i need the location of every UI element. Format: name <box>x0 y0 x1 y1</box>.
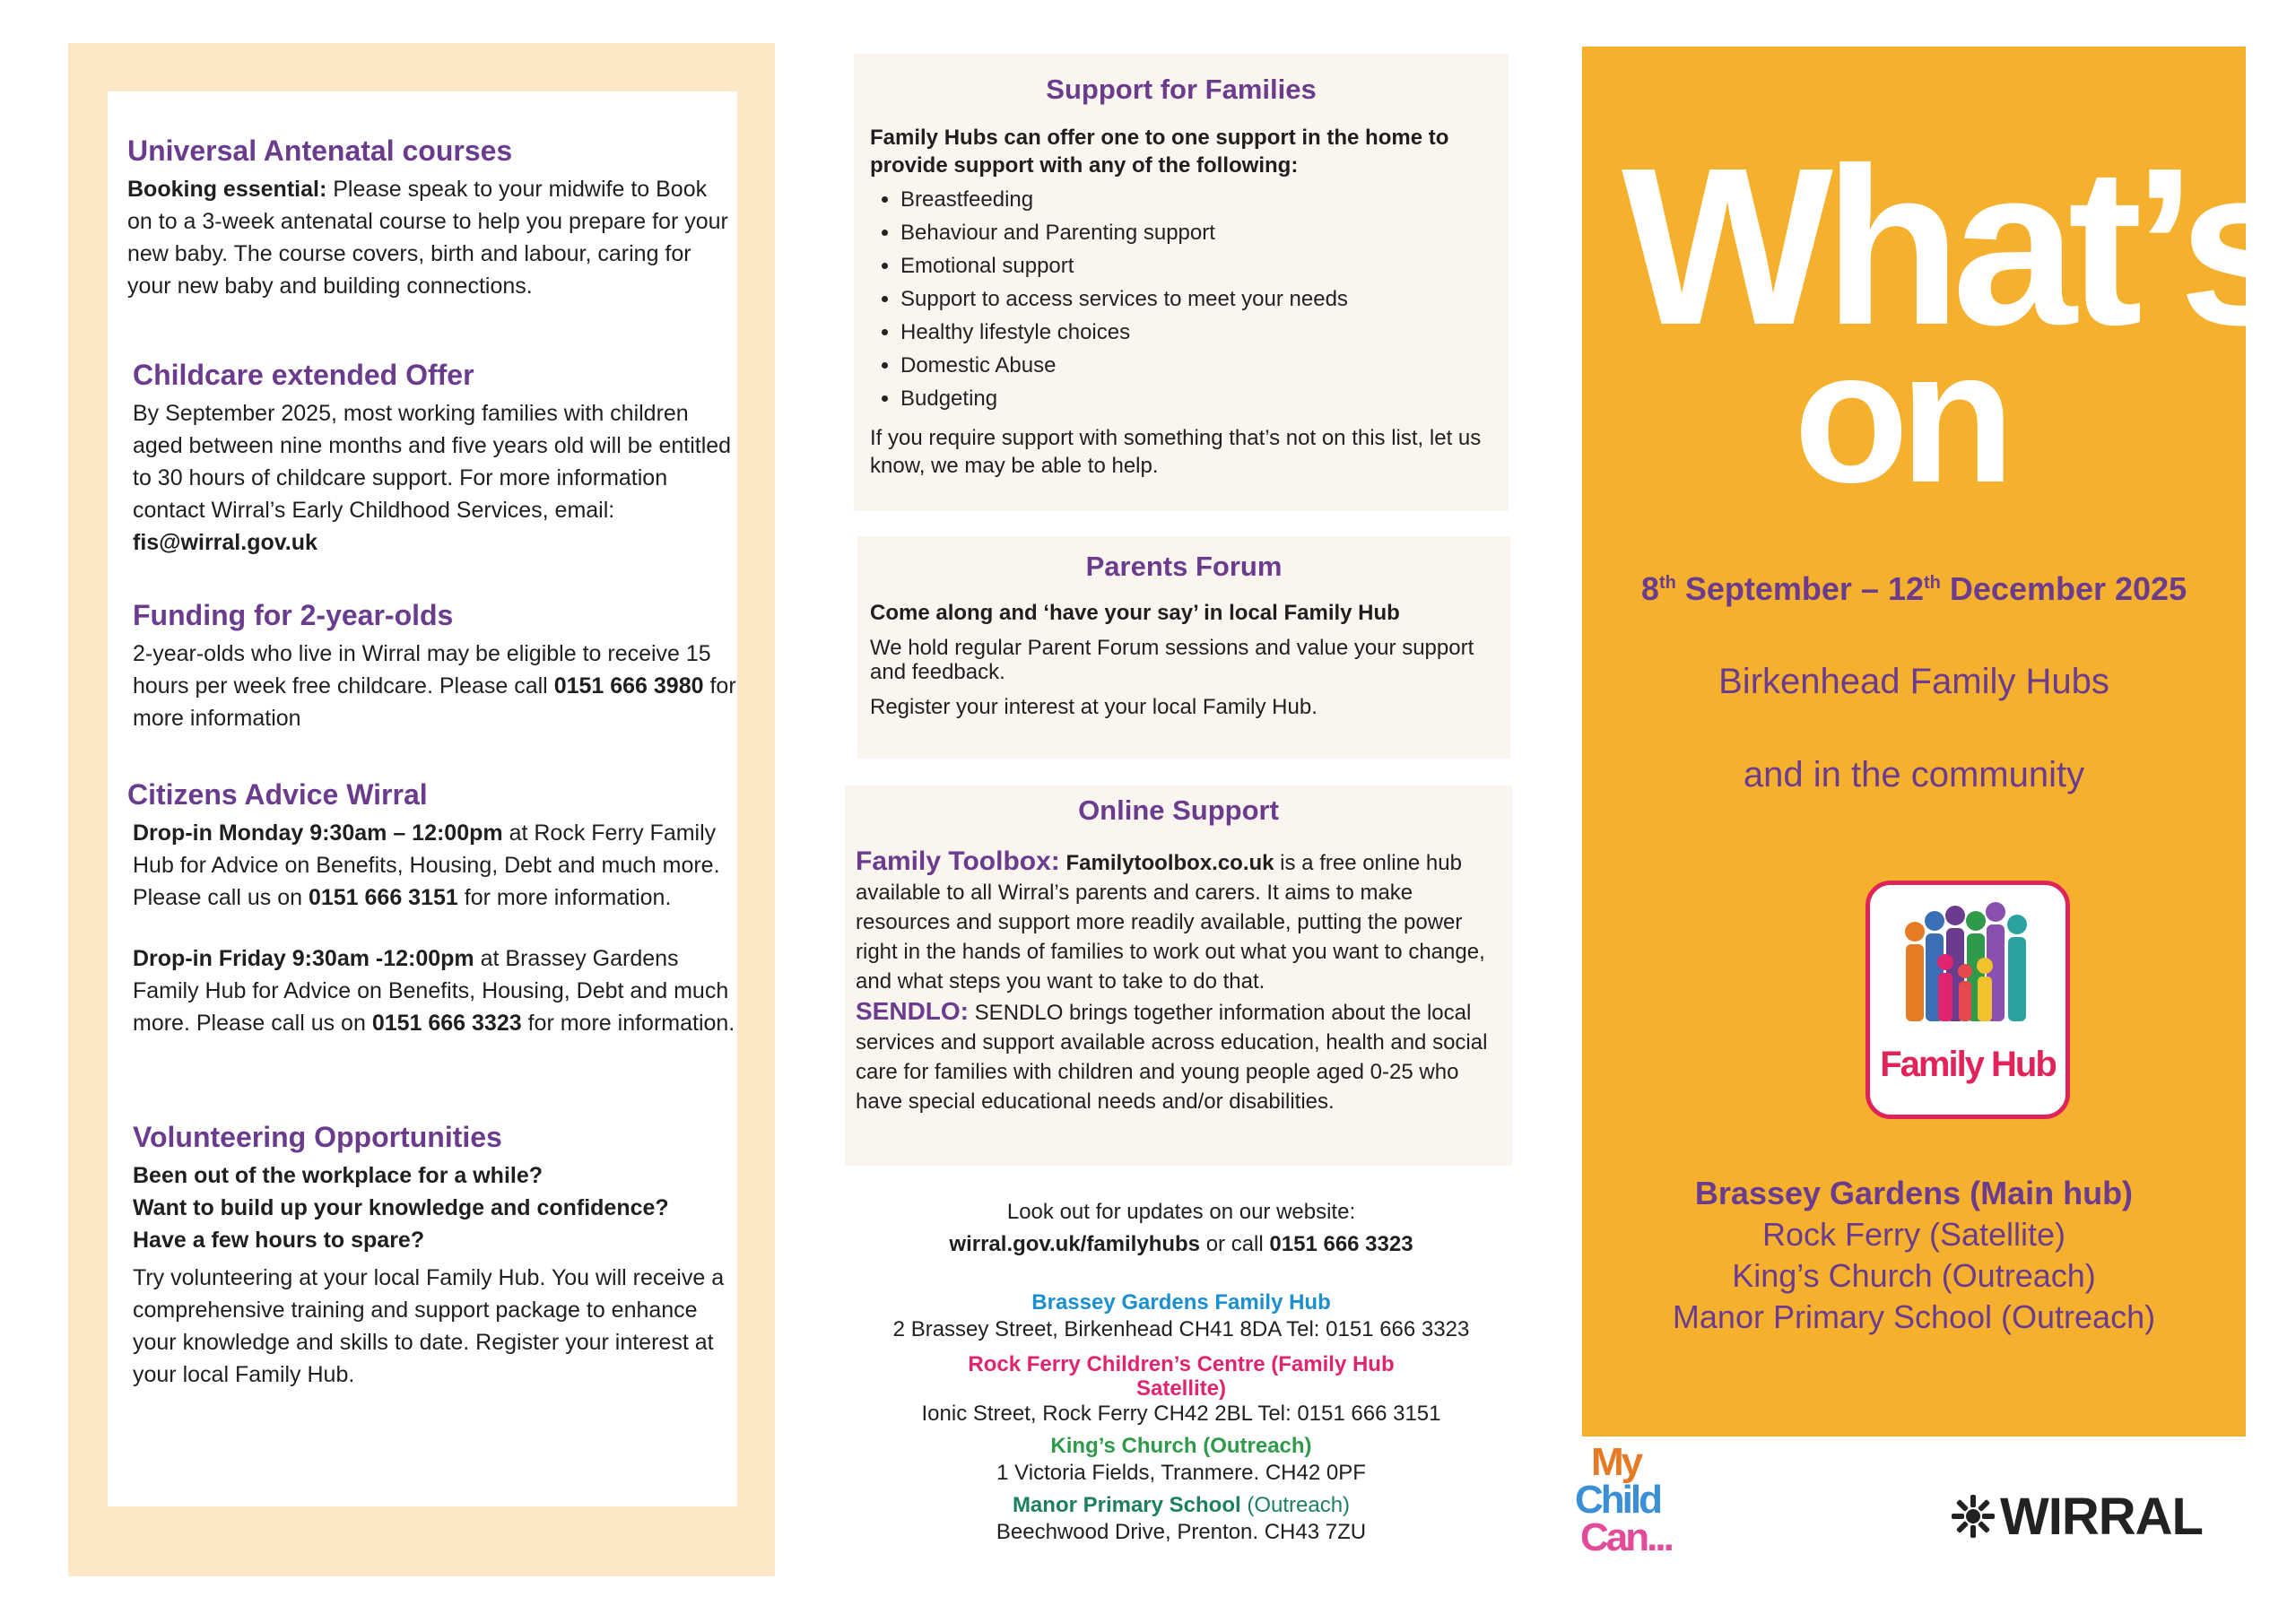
antenatal-title: Universal Antenatal courses <box>127 135 513 167</box>
cover-title-line1: What’s <box>1622 121 2295 371</box>
date-start-sup: th <box>1658 573 1676 593</box>
funding-body: 2-year-olds who live in Wirral may be eligible to receive 15 hours per week free childcare. Please call <box>133 641 711 699</box>
toolbox-label: Family Toolbox: <box>856 846 1060 876</box>
citizens-section <box>127 778 737 1039</box>
logo-word-my: My <box>1591 1440 1641 1484</box>
list-item: • Domestic Abuse <box>900 349 1492 382</box>
friday-tail: for more information. <box>527 1011 735 1036</box>
hub-entry <box>854 1289 1509 1343</box>
volunteer-title: Volunteering Opportunities <box>133 1121 502 1153</box>
hub-name: King’s Church (Outreach) <box>1050 1434 1312 1458</box>
funding-title: Funding for 2-year-olds <box>133 599 454 631</box>
cover-line2: and in the community <box>1743 755 2085 794</box>
sendlo-label: SENDLO: <box>856 997 969 1025</box>
wirral-emblem-icon <box>1950 1493 1996 1540</box>
logo-text-label: Family Hub <box>1880 1045 2056 1084</box>
my-child-can-logo <box>1575 1440 1683 1559</box>
childcare-section <box>133 359 743 559</box>
monday-tail: for more information. <box>464 885 672 910</box>
sendlo-body: SENDLO brings together information about the local services and support available across education, health and social care for families with children and young people aged 0-25 who have special educational needs and/or disabilities. <box>856 1001 1488 1114</box>
list-item: • Behaviour and Parenting support <box>900 216 1492 249</box>
hub-name: Rock Ferry Children’s Centre (Family Hub Satellite) <box>968 1352 1395 1401</box>
hub-address: 1 Victoria Fields, Tranmere. CH42 0PF <box>996 1461 1366 1485</box>
website-phone[interactable]: 0151 666 3323 <box>1269 1232 1413 1256</box>
cover-dates <box>1582 570 2246 608</box>
website-block <box>854 1196 1509 1261</box>
antenatal-section <box>127 135 737 302</box>
funding-tail: for more information <box>133 673 736 731</box>
hub-name-suffix: (Outreach) <box>1247 1493 1351 1517</box>
hub-entry <box>854 1492 1509 1546</box>
wirral-logo <box>1950 1485 2203 1548</box>
logo-text <box>1870 1045 2066 1085</box>
list-item: • Breastfeeding <box>900 183 1492 216</box>
date-start-day: 8 <box>1640 570 1659 607</box>
list-item: • Support to access services to meet your needs <box>900 282 1492 316</box>
antenatal-body: Please speak to your midwife to Book on to a 3-week antenatal course to help you prepare for your new baby. The course covers, birth and labour, caring for your new baby and building connections. <box>127 177 728 299</box>
toolbox-text <box>856 846 1501 996</box>
website-url[interactable]: wirral.gov.uk/familyhubs <box>949 1232 1201 1256</box>
hub-address: Ionic Street, Rock Ferry CH42 2BL Tel: 0151 666 3151 <box>921 1402 1441 1426</box>
list-item: • Emotional support <box>900 249 1492 282</box>
sendlo-text <box>856 996 1501 1116</box>
funding-phone[interactable]: 0151 666 3980 <box>553 673 704 699</box>
hub-entry <box>854 1352 1509 1428</box>
online-title: Online Support <box>1078 794 1279 826</box>
location-item: Rock Ferry (Satellite) <box>1761 1216 2066 1253</box>
childcare-text <box>133 397 743 559</box>
hub-name-line <box>854 1492 1509 1519</box>
support-title: Support for Families <box>1046 74 1317 105</box>
antenatal-lead: Booking essential: <box>127 177 327 202</box>
cover-line1: Birkenhead Family Hubs <box>1718 662 2109 701</box>
logo-word-can: Can... <box>1580 1515 1672 1559</box>
monday-text: at Rock Ferry Family Hub for Advice on Benefits, Housing, Debt and much more. Please call us on <box>133 820 720 910</box>
volunteer-q2: Want to build up your knowledge and confidence? <box>133 1195 669 1220</box>
date-start-month: September – <box>1684 570 1879 607</box>
website-or-call: or call <box>1205 1232 1264 1256</box>
hub-name: Brassey Gardens Family Hub <box>1031 1290 1331 1315</box>
hub-addresses <box>854 1289 1509 1546</box>
funding-text <box>133 638 743 734</box>
citizens-title: Citizens Advice Wirral <box>127 778 428 811</box>
hub-name: Manor Primary School <box>1012 1493 1241 1517</box>
forum-box <box>857 536 1510 759</box>
family-people-icon <box>1870 885 2066 1046</box>
toolbox-site[interactable]: Familytoolbox.co.uk <box>1065 851 1274 875</box>
citizens-friday <box>127 942 737 1039</box>
family-hub-logo <box>1866 881 2070 1119</box>
volunteer-text: Try volunteering at your local Family Hub. You will receive a comprehensive training and support package to enhance your knowledge and skills to date. Register your interest at your local Family Hub. <box>133 1265 725 1387</box>
monday-phone[interactable]: 0151 666 3151 <box>308 885 458 910</box>
volunteer-q3: Have a few hours to spare? <box>133 1228 425 1253</box>
childcare-email[interactable]: fis@wirral.gov.uk <box>133 530 317 555</box>
forum-title: Parents Forum <box>1085 551 1283 582</box>
location-item: King’s Church (Outreach) <box>1732 1257 2096 1294</box>
logo-word-child: Child <box>1575 1478 1660 1522</box>
antenatal-text <box>127 173 737 302</box>
forum-lead: Come along and ‘have your say’ in local Family Hub <box>870 601 1400 625</box>
support-box <box>854 54 1509 511</box>
monday-lead: Drop-in Monday 9:30am – 12:00pm <box>133 820 503 846</box>
location-main: Brassey Gardens (Main hub) <box>1694 1175 2134 1211</box>
cover-title-line2: on <box>1794 311 2006 522</box>
citizens-monday <box>127 817 737 914</box>
support-footer: If you require support with something that’s not on this list, let us know, we may be able to help. <box>870 426 1482 478</box>
date-end-sup: th <box>1924 573 1941 593</box>
funding-section <box>133 599 743 734</box>
hub-entry <box>854 1433 1509 1487</box>
list-item: • Healthy lifestyle choices <box>900 316 1492 349</box>
friday-lead: Drop-in Friday 9:30am -12:00pm <box>133 946 474 971</box>
volunteer-section <box>133 1121 743 1391</box>
support-intro: Family Hubs can offer one to one support in the home to provide support with any of the following: <box>870 126 1449 178</box>
support-list <box>870 183 1492 415</box>
online-box <box>845 785 1512 1166</box>
forum-text1: We hold regular Parent Forum sessions and value your support and feedback. <box>870 636 1474 684</box>
wirral-wordmark: WIRRAL <box>2000 1487 2203 1546</box>
friday-phone[interactable]: 0151 666 3323 <box>371 1011 522 1036</box>
list-item: • Budgeting <box>900 382 1492 415</box>
childcare-body: By September 2025, most working families with children aged between nine months and five years old will be entitled to 30 hours of childcare support. For more information contact Wirral’s Early Childhood Services, email: <box>133 401 732 523</box>
hub-address: Beechwood Drive, Prenton. CH43 7ZU <box>996 1520 1367 1544</box>
website-line1: Look out for updates on our website: <box>1006 1200 1356 1224</box>
location-item: Manor Primary School (Outreach) <box>1672 1298 2156 1335</box>
hub-address: 2 Brassey Street, Birkenhead CH41 8DA Tel: 0151 666 3323 <box>892 1317 1470 1341</box>
website-line2 <box>854 1228 1509 1261</box>
childcare-title: Childcare extended Offer <box>133 359 474 391</box>
friday-text: at Brassey Gardens Family Hub for Advice on Benefits, Housing, Debt and much more. Please call us on <box>133 946 729 1036</box>
date-end-day: 12 <box>1887 570 1924 607</box>
volunteer-q1: Been out of the workplace for a while? <box>133 1163 544 1188</box>
toolbox-body: is a free online hub available to all Wirral’s parents and carers. It aims to make resources and support more readily available, putting the power right in the hands of families to work out what you want to change, and what steps you want to take to do that. <box>856 851 1485 994</box>
forum-text2: Register your interest at your local Family Hub. <box>870 695 1318 719</box>
date-end-month: December 2025 <box>1949 570 2187 607</box>
